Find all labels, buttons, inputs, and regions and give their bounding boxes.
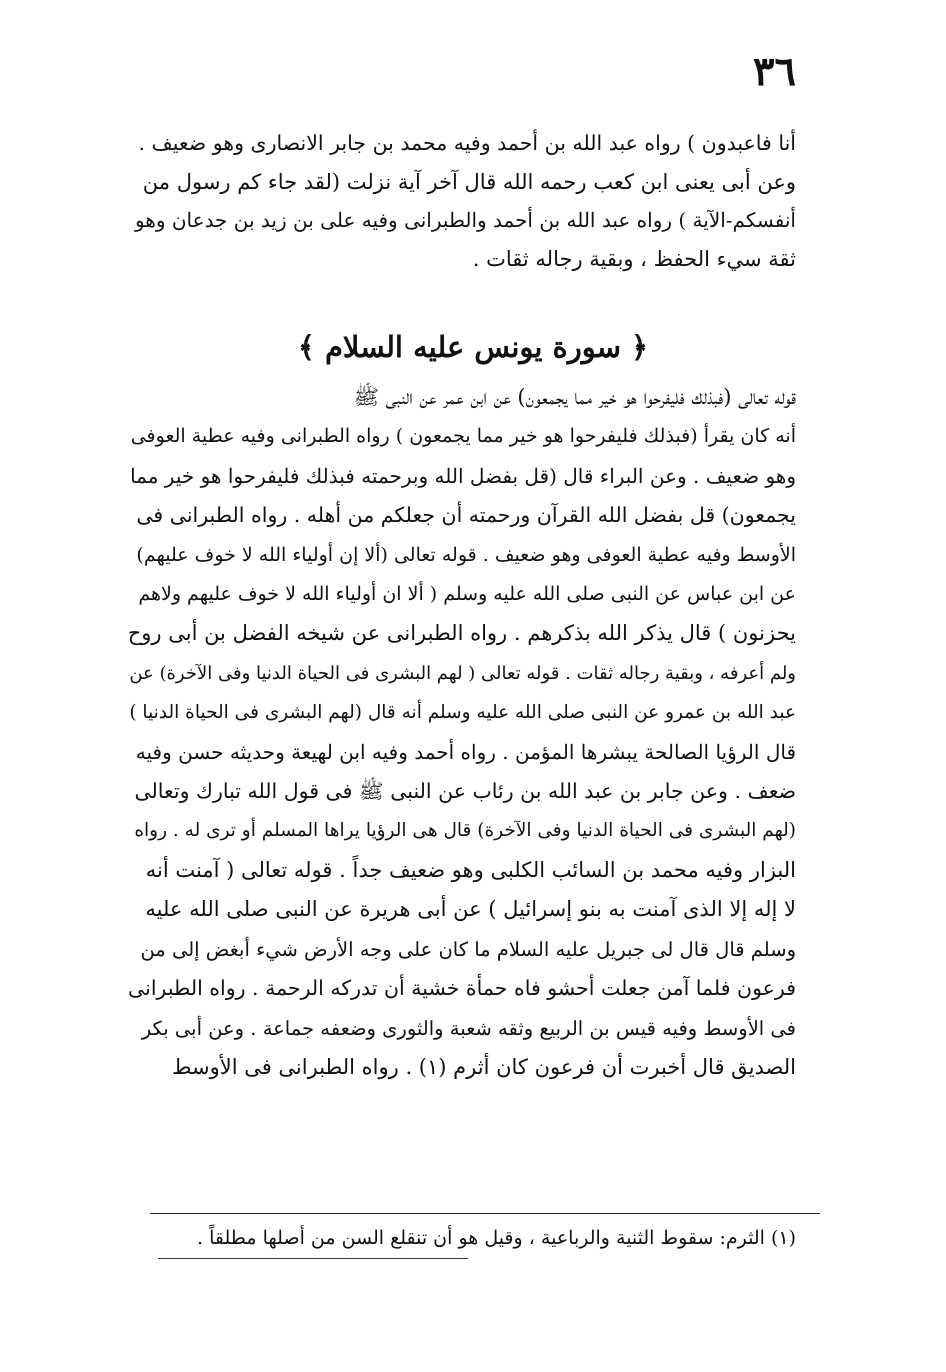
text-line: الأوسط وفيه عطية العوفى وهو ضعيف . قوله تعالى (ألا إن أولياء الله لا خوف عليهم) [136,543,796,566]
page-number: ٣٦ [753,48,796,95]
footnote: (١) الثرم: سقوط الثنية والرباعية ، وقيل هو أن تنقلع السن من أصلها مطلقاً . [197,1227,796,1249]
text-line: فى الأوسط وفيه قيس بن الربيع وثقه شعبة والثورى وضعفه جماعة . وعن أبى بكر [141,1016,796,1040]
text-line: الصديق قال أخبرت أن فرعون كان أثرم (١) . رواه الطبرانى فى الأوسط [172,1054,796,1079]
body-paragraph [126,378,796,1087]
text-line: أنا فاعبدون ) رواه عبد الله بن أحمد وفيه محمد بن جابر الانصارى وهو ضعيف . [138,131,796,155]
text-line: وسلم قال قال لى جبريل عليه السلام ما كان على وجه الأرض شيء أبغض إلى من [140,937,796,961]
intro-paragraph [126,124,796,278]
text-line: ثقة سيء الحفظ ، وبقية رجاله ثقات . [472,246,796,271]
text-line: (لهم البشرى فى الحياة الدنيا وفى الآخرة) قال هى الرؤيا يراها المسلم أو ترى له . رواه [134,820,796,842]
footnote-underline [158,1258,468,1259]
surah-heading: ﴿ سورة يونس عليه السلام ﴾ [297,330,649,364]
footnote-divider [150,1213,820,1214]
text-line: عبد الله بن عمرو عن النبى صلى الله عليه وسلم أنه قال (لهم البشرى فى الحياة الدنيا ) [129,702,796,724]
text-line: قال الرؤيا الصالحة يبشرها المؤمن . رواه أحمد وفيه ابن لهيعة وحديثه حسن وفيه [135,739,796,764]
text-line: وهو ضعيف . وعن البراء قال (قل بفضل الله وبرحمته فبذلك فليفرحوا هو خير مما [130,463,796,488]
text-line: وعن أبى يعنى ابن كعب رحمه الله قال آخر آية نزلت (لقد جاء كم رسول من [142,169,796,194]
text-line: البزار وفيه محمد بن السائب الكلبى وهو ضعيف جداً . قوله تعالى ( آمنت أنه [145,857,796,882]
text-line: عن ابن عباس عن النبى صلى الله عليه وسلم ( ألا ان أولياء الله لا خوف عليهم ولاهم [138,583,796,606]
text-line: أنه كان يقرأ (فبذلك فليفرحوا هو خير مما يجمعون ) رواه الطبرانى وفيه عطية العوفى [130,425,796,448]
text-line: يحزنون ) قال يذكر الله بذكرهم . رواه الطبرانى عن شيخه الفضل بن أبى روح [127,621,796,646]
text-line: ولم أعرفه ، وبقية رجاله ثقات . قوله تعالى ( لهم البشرى فى الحياة الدنيا وفى الآخرة) عن [129,662,796,684]
text-line: أنفسكم-الآية ) رواه عبد الله بن أحمد والطبرانى وفيه على بن زيد بن جدعان وهو [134,208,796,232]
text-line: قوله تعالى (فبذلك فليفرحوا هو خير مما يجمعون) عن ابن عمر عن النبى ﷺ [353,385,796,409]
text-line: لا إله إلا الذى آمنت به بنو إسرائيل ) عن أبى هريرة عن النبى صلى الله عليه [145,897,796,922]
text-line: ضعف . وعن جابر بن عبد الله بن رئاب عن النبى ﷺ فى قول الله تبارك وتعالى [134,779,796,804]
text-line: يجمعون) قل بفضل الله القرآن ورحمته أن جعلكم من أهله . رواه الطبرانى فى [136,503,796,528]
text-line: فرعون فلما آمن جعلت أحشو فاه حمأة خشية أن تدركه الرحمة . رواه الطبرانى [128,976,796,1001]
